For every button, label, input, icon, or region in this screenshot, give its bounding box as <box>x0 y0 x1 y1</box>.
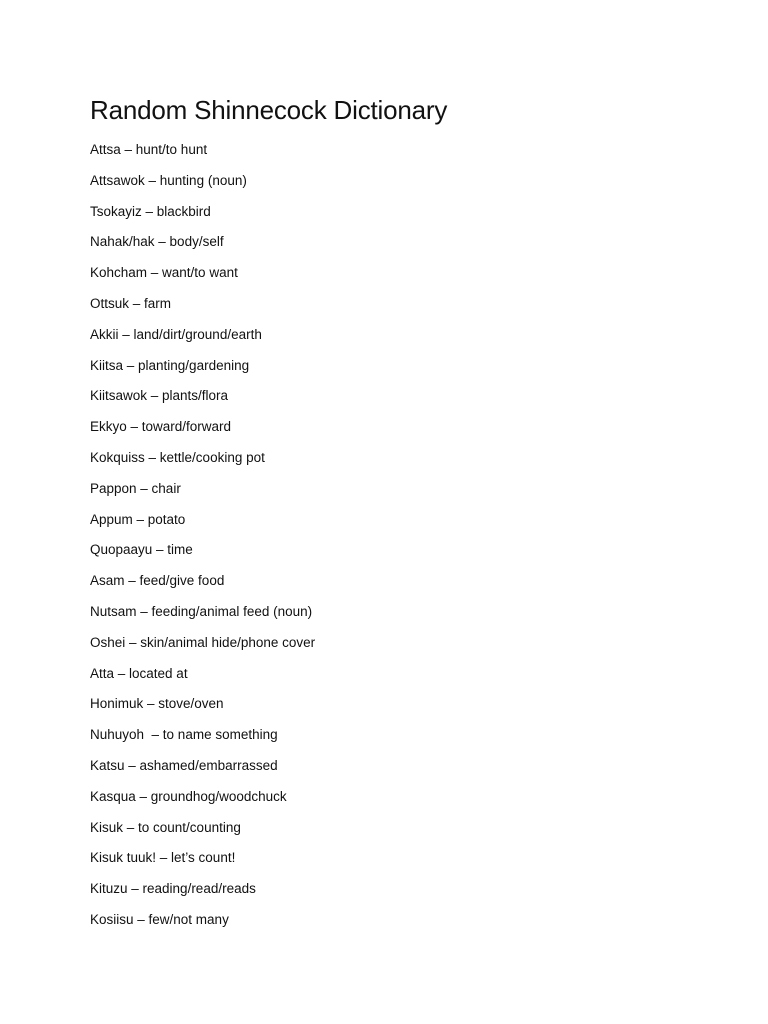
dictionary-entry: Kiitsawok – plants/flora <box>90 388 229 404</box>
dictionary-entry: Kokquiss – kettle/cooking pot <box>90 449 265 465</box>
dictionary-entry: Nutsam – feeding/animal feed (noun) <box>90 603 313 619</box>
dictionary-entry: Kosiisu – few/not many <box>90 911 229 927</box>
dictionary-entry: Kasqua – groundhog/woodchuck <box>90 788 287 804</box>
dictionary-entry: Attsawok – hunting (noun) <box>90 172 247 188</box>
dictionary-entry: Oshei – skin/animal hide/phone cover <box>90 634 316 650</box>
dictionary-entry: Asam – feed/give food <box>90 573 225 589</box>
dictionary-entry: Pappon – chair <box>90 480 181 496</box>
dictionary-list <box>90 139 315 940</box>
page-title: Random Shinnecock Dictionary <box>90 95 448 125</box>
dictionary-entry: Nahak/hak – body/self <box>90 234 224 250</box>
dictionary-entry: Ottsuk – farm <box>90 295 172 311</box>
dictionary-entry: Honimuk – stove/oven <box>90 696 224 712</box>
dictionary-entry: Nuhuyoh – to name something <box>90 727 278 743</box>
dictionary-entry: Ekkyo – toward/forward <box>90 419 232 435</box>
dictionary-entry: Kisuk – to count/counting <box>90 819 241 835</box>
dictionary-entry: Kiitsa – planting/gardening <box>90 357 250 373</box>
dictionary-entry: Akkii – land/dirt/ground/earth <box>90 326 262 342</box>
dictionary-entry: Atta – located at <box>90 665 188 681</box>
dictionary-entry: Appum – potato <box>90 511 186 527</box>
dictionary-entry: Katsu – ashamed/embarrassed <box>90 757 278 773</box>
dictionary-entry: Attsa – hunt/to hunt <box>90 142 208 157</box>
dictionary-entry: Kisuk tuuk! – let’s count! <box>90 850 236 866</box>
dictionary-entry: Kituzu – reading/read/reads <box>90 881 256 897</box>
dictionary-entry: Kohcham – want/to want <box>90 265 238 281</box>
dictionary-entry: Quopaayu – time <box>90 542 193 558</box>
dictionary-entry: Tsokayiz – blackbird <box>90 203 211 219</box>
